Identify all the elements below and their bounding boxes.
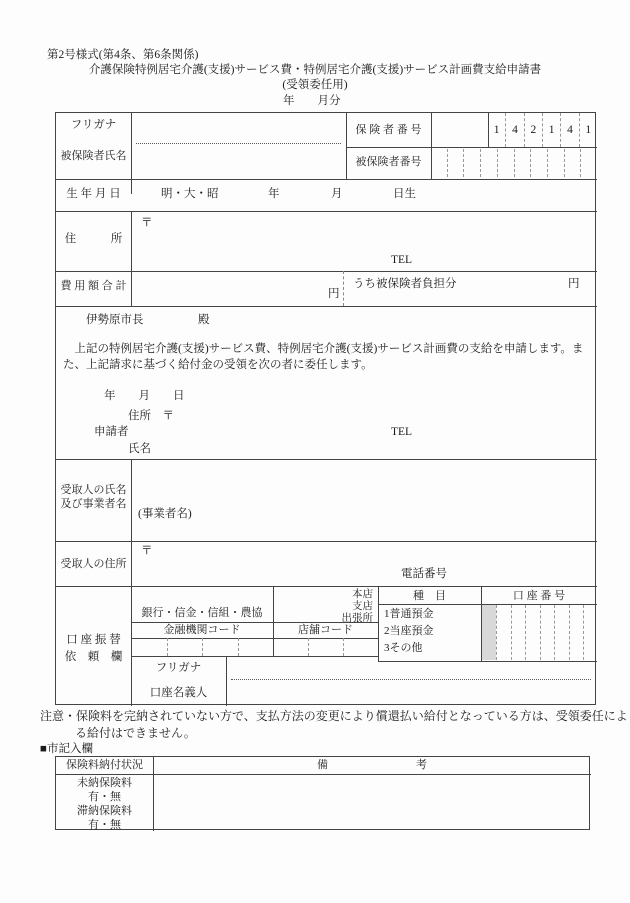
premium-status-header: 保険料納付状況 [66,759,143,771]
bank-code-cells [132,638,273,656]
grid-line [56,211,597,212]
copay-yen-label: 円 [568,278,580,290]
payee-address-label: 受取人の住所 [60,558,127,570]
branch-code-label: 店舗コード [298,624,353,636]
business-name-note: (事業者名) [138,508,192,520]
period-field: 年 月分 [283,95,341,107]
insurer-digit: 4 [560,113,578,147]
insurer-digit: 4 [505,113,523,147]
branch-code-cells [274,638,378,656]
grid-line [226,656,227,706]
unpaid-yes-no: 有・無 [88,791,121,803]
insured-number-cells [431,149,597,177]
grid-line [131,656,378,657]
birth-day-label: 日生 [393,188,416,200]
insured-number-label: 被保険者番号 [355,156,422,168]
account-type-label: 種 目 [413,590,446,602]
bank-type-options: 銀行・信金・信組・農協 [141,607,263,619]
declaration-text: 上記の特例居宅介護(支援)サービス費、特例居宅介護(支援)サービス計画費の支給を申請します。また、上記請求に基づく給付金の受領を次の者に委任します。 [63,343,584,371]
grid-line [378,661,597,662]
furigana-write-line [136,143,341,144]
birth-era-options: 明・大・昭 [161,188,219,200]
grid-line [56,541,597,542]
insured-name-label: 被保険者氏名 [60,150,127,162]
tel-label: TEL [391,254,413,266]
form-number: 第2号様式(第4条、第6条関係) [47,49,199,61]
applicant-tel-label: TEL [391,426,413,438]
insurer-digit: 1 [579,113,597,147]
grid-line [346,147,597,148]
grid-line [56,459,597,460]
account-number-shaded-cell [482,605,496,660]
form-title: 介護保険特例居宅介護(支援)サービス費・特例居宅介護(支援)サービス計画費支給申請書 [88,64,542,76]
grid-line [346,113,347,179]
bank-code-label: 金融機関コード [163,624,241,636]
insurer-digit: 2 [524,113,542,147]
payee-phone-label: 電話番号 [401,568,447,580]
delinquent-yes-no: 有・無 [88,819,121,831]
account-type-option-1: 1普通預金 [384,608,434,620]
payee-name-label-1: 受取人の氏名 [60,484,127,496]
account-number-label: 口 座 番 号 [512,590,566,602]
furigana-label: フリガナ [70,119,117,131]
application-date-line: 年 月 日 [104,390,185,402]
payee-name-label-2: 及び事業者名 [60,498,127,510]
city-section-title: ■市記入欄 [40,743,93,755]
holder-furigana-label: フリガナ [155,662,202,674]
grid-line [131,211,132,271]
birthdate-label: 生 年 月 日 [66,188,121,200]
grid-line [131,541,132,586]
applicant-label: 申請者 [94,426,129,438]
grid-line [131,622,378,623]
payee-postal-mark: 〒 [141,545,153,557]
insurer-number-label: 保 険 者 番 号 [355,124,422,136]
total-yen-label: 円 [328,288,340,300]
branch-type-line3: 出張所 [341,613,373,624]
birth-year-label: 年 [268,188,280,200]
grid-line [56,179,597,180]
grid-line [56,271,597,272]
bank-section-label-1: 口 座 振 替 [66,634,121,646]
mayor-label: 伊勢原市長 [86,314,144,326]
insurer-digit: 1 [493,124,500,136]
unpaid-premium-label: 未納保険料 [77,777,132,789]
delinquent-premium-label: 滞納保険料 [77,805,132,817]
account-type-option-3: 3その他 [384,642,423,654]
main-table [55,112,596,705]
total-cost-label: 費 用 額 合 計 [60,280,127,292]
address-label: 住 所 [64,233,123,245]
postal-mark: 〒 [141,217,153,229]
insurer-digit: 1 [542,113,560,147]
grid-line [56,306,597,307]
insurer-number-cells [488,113,597,147]
remarks-header: 備 考 [317,759,427,771]
city-use-table [55,756,590,830]
grid-line [131,459,132,541]
grid-line [56,774,591,775]
grid-line [131,113,132,194]
applicant-address-label: 住所 〒 [128,410,174,422]
birth-month-label: 月 [331,188,343,200]
caution-note: 注意・保険料を完納されていない方で、支払方法の変更により償還払い給付となっている方は、受領委任による給付はできません。 [40,709,628,740]
grid-line [131,271,132,306]
branch-type-line1: 本店 [352,589,373,600]
applicant-name-label: 氏名 [128,443,151,455]
bank-section-label-2: 依 頼 欄 [64,651,123,663]
account-number-cells [496,605,598,660]
account-type-option-2: 2当座預金 [384,625,434,637]
grid-line [56,586,597,587]
account-holder-label: 口座名義人 [149,687,208,699]
dono-label: 殿 [198,314,210,326]
branch-type-line2: 支店 [352,601,373,612]
holder-write-line [231,679,591,680]
grid-line [343,271,344,306]
copay-label: うち被保険者負担分 [353,278,457,290]
form-subtitle: (受領委任用) [282,79,348,91]
